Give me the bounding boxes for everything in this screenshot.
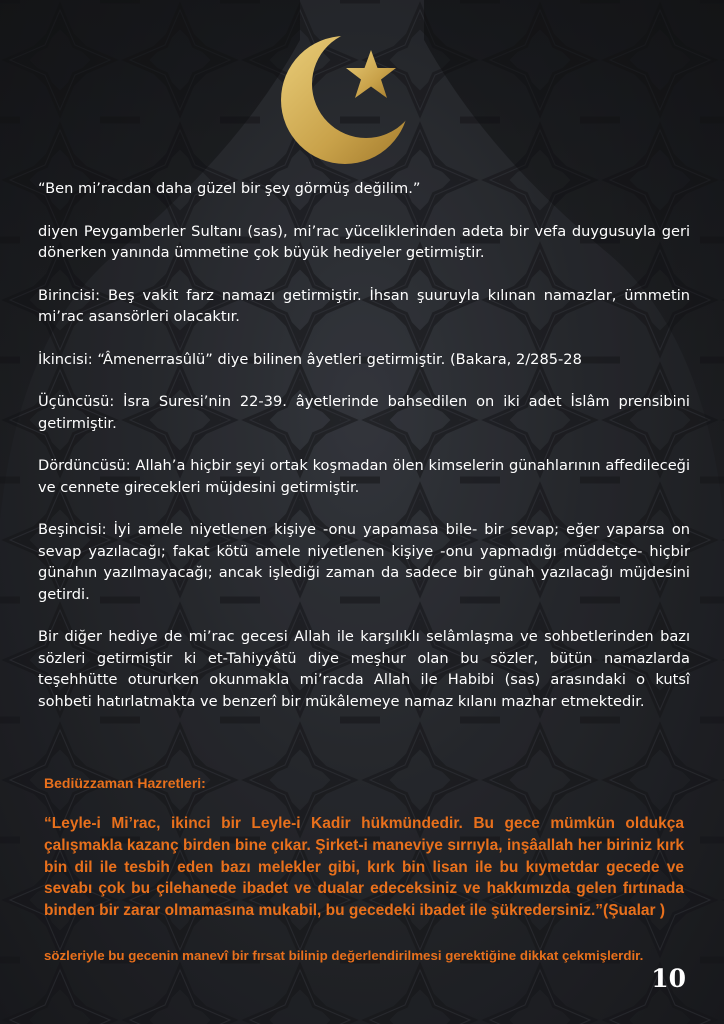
gift-3-paragraph: Üçüncüsü: İsra Suresi’nin 22-39. âyetlerinde bahsedilen on iki adet İslâm prensibini getirmiştir. [38,393,690,432]
quote-text: “Leyle-i Mi’rac, ikinci bir Leyle-i Kadir hükmündedir. Bu gece mümkün oldukça çalışmakla kazanç birden bine çıkar. Şirket-i maneviye sırrıyla, inşâallah her biriniz kırk bin dil ile tesbih eden bazı melekler gibi, kırk bin lisan ile bu kıymetdar gecede ve sevabı çok bu çilehanede ibadet ve dualar edeceksiniz ve hakkımızda gelen fırtınada binden bir zarar olmamasına mukabil, bu gecedeki ibadet ile şükredersiniz.”(Şualar ) [44,815,684,920]
quote-footer: sözleriyle bu gecenin manevî bir fırsat bilinip değerlendirilmesi gerektiğine dikkat çekmişlerdir. [44,948,644,963]
intro-paragraph: diyen Peygamberler Sultanı (sas), mi’rac yüceliklerinden adeta bir vefa duygusuyla geri dönerken yanında ümmetine çok büyük hediyeler getirmiştir. [38,222,690,261]
crescent-star-icon [270,22,420,172]
gift-5-paragraph: Beşincisi: İyi amele niyetlenen kişiye -onu yapamasa bile- bir sevap; eğer yaparsa on sevap yazılacağı; fakat kötü amele niyetlenen kişiye -onu yapmadığı müddetçe- hiçbir günahın yazılmayacağı; ancak işlediği zaman da sadece bir günah yazılacağı müjdesini getirdi. [38,521,690,603]
other-gift-paragraph: Bir diğer hediye de mi’rac gecesi Allah ile karşılıklı selâmlaşma ve sohbetlerinden bazı sözleri getirmiştir ki et-Tahiyyâtü diye meşhur olan bu sözler, bütün namazlarda teşehhütte otururken okunmakla mi’racda Allah ile Habibi (sas) arasındaki o kutsî sohbeti hatırlatmakta ve benzerî bir mükâlemeye namaz kılanı mazhar etmektedir. [38,628,690,710]
page-number: 10 [651,964,686,993]
main-text [38,178,690,712]
opening-quote: “Ben mi’racdan daha güzel bir şey görmüş değilim.” [38,180,421,197]
gift-2-paragraph: İkincisi: “Âmenerrasûlü” diye bilinen âyetleri getirmiştir. (Bakara, 2/285-28 [38,350,582,368]
gift-4-paragraph: Dördüncüsü: Allah’a hiçbir şeyi ortak koşmadan ölen kimselerin günahlarının affedileceği ve cennete girecekleri müjdesini getirmiştir. [38,457,690,496]
gift-1-paragraph: Birincisi: Beş vakit farz namazı getirmiştir. İhsan şuuruyla kılınan namazlar, ümmetin mi’rac asansörleri olacaktır. [38,286,690,325]
quote-heading: Bediüzzaman Hazretleri: [44,775,206,791]
